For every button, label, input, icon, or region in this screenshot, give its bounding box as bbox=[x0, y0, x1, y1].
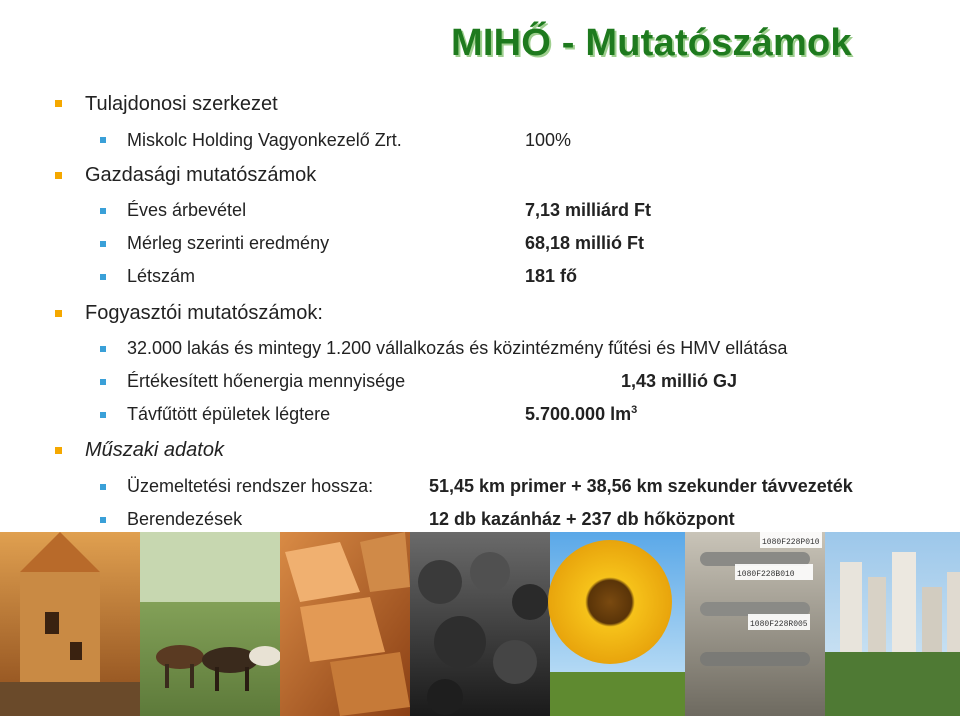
bullet-icon bbox=[100, 517, 106, 523]
balance-result-value: 68,18 millió Ft bbox=[525, 233, 645, 253]
ownership-owner-value: 100% bbox=[525, 130, 572, 150]
network-length-label: Üzemeltetési rendszer hossza: bbox=[127, 476, 374, 496]
bullet-icon bbox=[100, 208, 106, 214]
bullet-icon bbox=[100, 241, 106, 247]
heat-sold-value: 1,43 millió GJ bbox=[621, 371, 738, 391]
bullet-icon bbox=[55, 172, 62, 179]
bullet-icon bbox=[55, 447, 62, 454]
heated-volume-label: Távfűtött épületek légtere bbox=[127, 404, 331, 424]
heated-volume-value: 5.700.000 $lm^3$ bbox=[525, 404, 638, 424]
bullet-icon bbox=[100, 346, 106, 352]
headcount-label: Létszám bbox=[127, 266, 196, 286]
section-heading-ownership: Tulajdonosi szerkezet bbox=[85, 93, 278, 115]
revenue-label: Éves árbevétel bbox=[127, 200, 247, 220]
photo-collage bbox=[0, 532, 960, 716]
consumers-served-label: 32.000 lakás és mintegy 1.200 vállalkozás és közintézmény fűtési és HMV ellátása bbox=[127, 338, 788, 358]
bullet-icon bbox=[100, 379, 106, 385]
equipment-label: Berendezések bbox=[127, 509, 243, 529]
equipment-plate-label-3: 1080F228P010 bbox=[762, 538, 820, 547]
ownership-owner-label: Miskolc Holding Vagyonkezelő Zrt. bbox=[127, 130, 402, 150]
section-heading-consumer: Fogyasztói mutatószámok: bbox=[85, 302, 323, 324]
bullet-icon bbox=[100, 274, 106, 280]
bullet-icon bbox=[55, 100, 62, 107]
section-heading-technical: Műszaki adatok bbox=[85, 439, 224, 461]
bullet-icon bbox=[55, 310, 62, 317]
headcount-value: 181 fő bbox=[525, 266, 578, 286]
equipment-plate-label-1: 1080F228B010 bbox=[737, 570, 795, 579]
bullet-icon bbox=[100, 137, 106, 143]
revenue-value: 7,13 milliárd Ft bbox=[525, 200, 652, 220]
heat-sold-label: Értékesített hőenergia mennyisége bbox=[127, 371, 406, 391]
bullet-icon bbox=[100, 412, 106, 418]
section-heading-economic: Gazdasági mutatószámok bbox=[85, 164, 317, 186]
balance-result-label: Mérleg szerinti eredmény bbox=[127, 233, 330, 253]
bullet-icon bbox=[100, 484, 106, 490]
equipment-plate-label-2: 1080F228R005 bbox=[750, 620, 808, 629]
network-length-value: 51,45 km primer + 38,56 km szekunder távvezeték bbox=[429, 476, 853, 496]
page-title: MIHŐ - Mutatószámok bbox=[451, 22, 852, 64]
equipment-value: 12 db kazánház + 237 db hőközpont bbox=[429, 509, 735, 529]
